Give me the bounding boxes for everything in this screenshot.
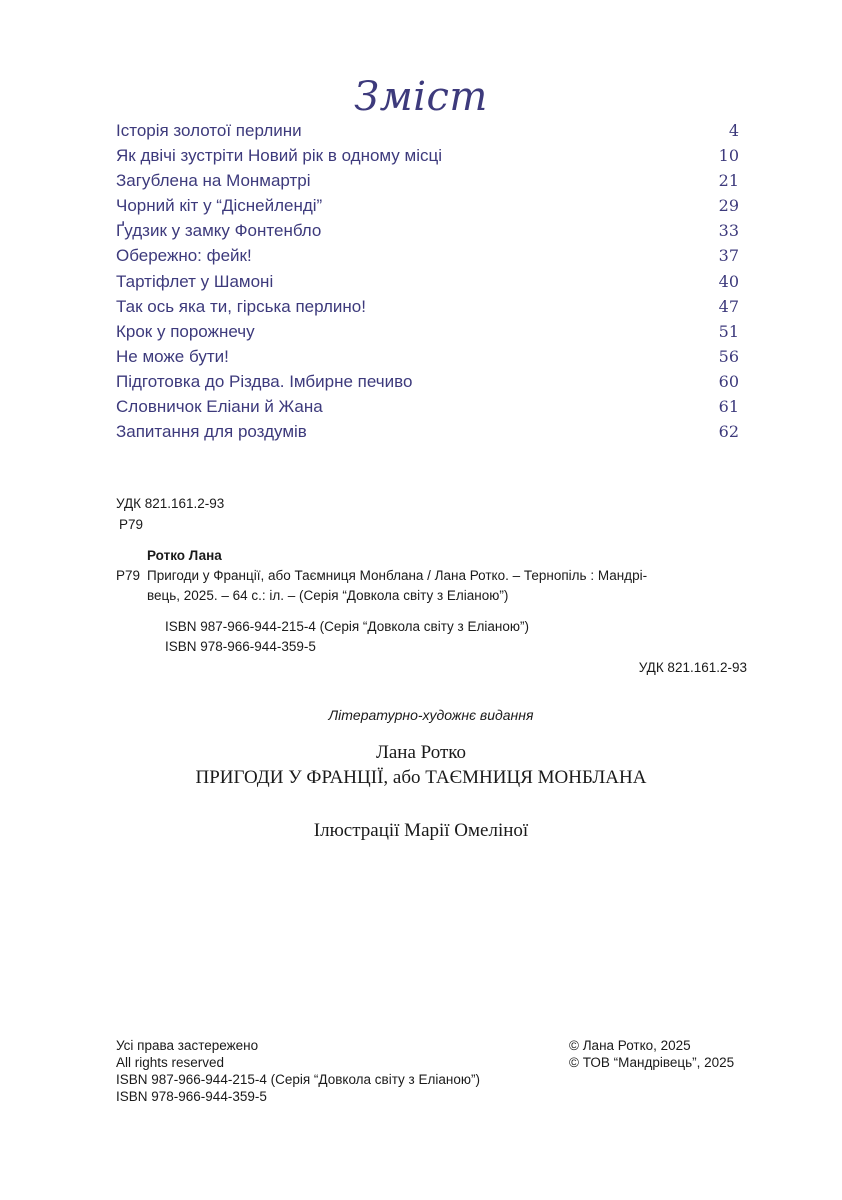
footer-isbn-2: ISBN 978-966-944-359-5 — [116, 1089, 267, 1104]
edition-illustrations: Ілюстрації Марії Омеліної — [313, 820, 529, 841]
toc-entry — [116, 143, 739, 168]
toc-entry-page: 60 — [718, 371, 739, 391]
edition-title: ПРИГОДИ У ФРАНЦІЇ, або ТАЄМНИЦЯ МОНБЛАНА — [195, 767, 647, 788]
toc-entry — [116, 419, 739, 444]
toc-entry-page: 47 — [718, 296, 739, 316]
toc-entry-label: Підготовка до Різдва. Імбирне печиво — [116, 371, 413, 391]
toc-entry-label: Так ось яка ти, гірська перлино! — [116, 296, 366, 316]
udk-bottom: УДК 821.161.2-93 — [638, 660, 747, 675]
toc-entry-label: Словничок Еліани й Жана — [116, 397, 323, 417]
toc-entry-label: Історія золотої перлини — [116, 121, 302, 140]
toc-entry — [116, 319, 739, 344]
footer-rights-uk: Усі права застережено — [116, 1038, 259, 1053]
udk-top: УДК 821.161.2-93 — [116, 496, 225, 511]
toc-entry — [116, 118, 739, 143]
toc-entry-label: Ґудзик у замку Фонтенбло — [116, 221, 322, 241]
toc-entry-label: Чорний кіт у “Діснейленді” — [116, 196, 323, 216]
edition-genre: Літературно-художнє видання — [328, 707, 534, 723]
catalog-entry-code: Р79 — [116, 568, 141, 583]
toc-entry-page: 21 — [718, 171, 739, 191]
toc-entry-page: 56 — [718, 346, 739, 366]
catalog-isbn-2: ISBN 978-966-944-359-5 — [165, 639, 316, 654]
catalog-description-line1: Пригоди у Франції, або Таємниця Монблана / Лана Ротко. – Тернопіль : Мандрі- — [147, 568, 648, 583]
toc-entry — [116, 243, 739, 268]
toc-entry — [116, 193, 739, 218]
toc-entry-page: 4 — [728, 121, 739, 140]
toc-entry — [116, 218, 739, 243]
toc-title: Зміст — [354, 74, 488, 120]
toc-entry-page: 33 — [718, 221, 739, 241]
toc-entry — [116, 369, 739, 394]
toc-entry — [116, 168, 739, 193]
toc-entry-page: 40 — [718, 271, 739, 291]
toc-entry-label: Обережно: фейк! — [116, 246, 252, 266]
catalog-description-line2: вець, 2025. – 64 с.: іл. – (Серія “Довкола світу з Еліаною”) — [147, 588, 509, 603]
toc-entry-page: 51 — [718, 321, 739, 341]
footer-rights-en: All rights reserved — [116, 1055, 225, 1070]
toc-entry-label: Не може бути! — [116, 346, 229, 366]
catalog-isbn-1: ISBN 987-966-944-215-4 (Серія “Довкола світу з Еліаною”) — [165, 619, 529, 634]
toc-entry — [116, 294, 739, 319]
toc-entry-label: Як двічі зустріти Новий рік в одному місці — [116, 146, 443, 166]
toc-entry — [116, 344, 739, 369]
toc-entry-label: Тартіфлет у Шамоні — [116, 271, 274, 291]
toc-entry-page: 62 — [718, 422, 739, 442]
footer-copyright-author: © Лана Ротко, 2025 — [569, 1038, 691, 1053]
footer-isbn-1: ISBN 987-966-944-215-4 (Серія “Довкола світу з Еліаною”) — [116, 1072, 480, 1087]
toc-entry-page: 37 — [718, 246, 739, 266]
toc-entry-label: Крок у порожнечу — [116, 321, 255, 341]
toc-entry-page: 61 — [718, 397, 739, 417]
toc-list — [116, 118, 739, 444]
toc-entry — [116, 394, 739, 419]
toc-entry-page: 10 — [718, 146, 739, 166]
toc-entry — [116, 269, 739, 294]
catalog-author: Ротко Лана — [147, 548, 222, 563]
toc-entry-page: 29 — [718, 196, 739, 216]
footer-copyright-publisher: © ТОВ “Мандрівець”, 2025 — [569, 1055, 735, 1070]
catalog-code-top: Р79 — [119, 517, 144, 532]
toc-entry-label: Запитання для роздумів — [116, 422, 307, 442]
toc-entry-label: Загублена на Монмартрі — [116, 171, 311, 191]
edition-author: Лана Ротко — [375, 742, 467, 763]
